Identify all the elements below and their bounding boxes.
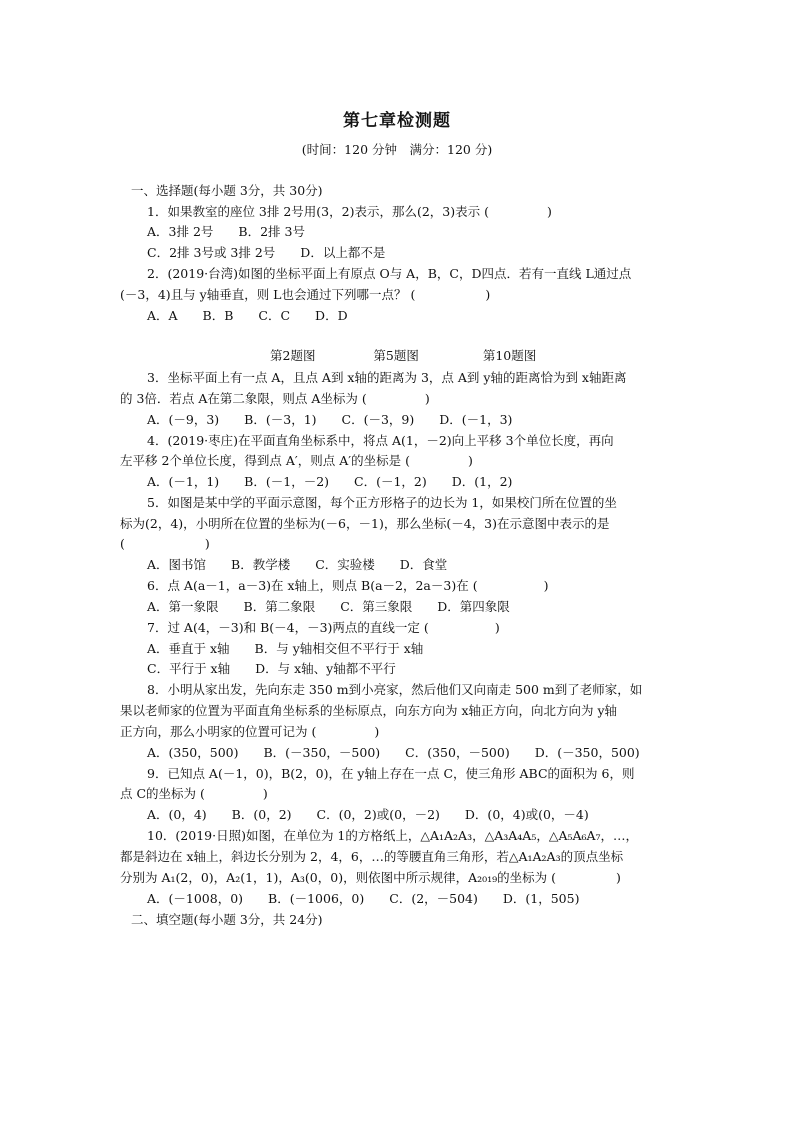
question-1-stem: 1．如果教室的座位 3排 2号用(3，2)表示，那么(2，3)表示 xyxy=(147,204,481,219)
figure-captions xyxy=(270,346,536,364)
question-5-answer: ( ) xyxy=(120,536,210,551)
question-5-line-2: 标为(2，4)，小明所在位置的坐标为(－6，－1)，那么坐标(－4，3)在示意图中表示的是 xyxy=(120,516,610,531)
question-1-options-ab: A．3排 2号 B．2排 3号 xyxy=(147,224,305,239)
figure-caption-q2: 第2题图 xyxy=(270,348,316,363)
figure-caption-q5: 第5题图 xyxy=(373,348,419,363)
question-8-line-2: 果以老师家的位置为平面直角坐标系的坐标原点，向东方向为 x轴正方向，向北方向为 y轴 xyxy=(120,703,618,718)
question-9-options: A．(0，4) B．(0，2) C．(0，2)或(0，－2) D．(0，4)或(0，－4) xyxy=(147,807,589,822)
question-6: 6．点 A(a－1，a－3)在 x轴上，则点 B(a－2，2a－3)在 ( ) xyxy=(147,578,549,593)
question-8-line-3: 正方向，那么小明家的位置可记为 ( ) xyxy=(120,724,380,739)
question-10-line-2: 都是斜边在 x轴上，斜边长分别为 2，4，6，…的等腰直角三角形，若△A₁A₂A₃的顶点坐标 xyxy=(120,849,624,864)
figure-caption-q10: 第10题图 xyxy=(482,348,537,363)
question-4-line-1: 4．(2019·枣庄)在平面直角坐标系中，将点 A(1，－2)向上平移 3个单位长度，再向 xyxy=(147,433,614,448)
question-7-options-cd: C．平行于 x轴 D．与 x轴、y轴都不平行 xyxy=(147,661,396,676)
answer-paren-open: ( xyxy=(484,204,489,219)
question-4-options: A．(－1，1) B．(－1，－2) C．(－1，2) D．(1，2) xyxy=(147,474,513,489)
section-heading-choice: 一、选择题(每小题 3分，共 30分) xyxy=(131,183,323,198)
question-10-options: A．(－1008，0) B．(－1006，0) C．(2，－504) D．(1，505) xyxy=(147,891,580,906)
question-8-line-1: 8．小明从家出发，先向东走 350 m到小亮家，然后他们又向南走 500 m到了老师家，如 xyxy=(147,682,643,697)
question-9-line-2: 点 C的坐标为 ( ) xyxy=(120,786,268,801)
question-10-line-1: 10．(2019·日照)如图，在单位为 1的方格纸上，△A₁A₂A₃，△A₃A₄A₅，△A₅A₆A₇，…， xyxy=(147,828,639,843)
question-2-options: A．A B．B C．C D．D xyxy=(147,308,348,323)
question-3-line-2: 的 3倍．若点 A在第二象限，则点 A坐标为 ( ) xyxy=(120,391,430,406)
answer-paren-close: ) xyxy=(547,204,552,219)
exam-info: (时间：120 分钟 满分：120 分) xyxy=(301,142,493,157)
question-1-options-cd: C．2排 3号或 3排 2号 D．以上都不是 xyxy=(147,245,386,260)
question-7-options-ab: A．垂直于 x轴 B．与 y轴相交但不平行于 x轴 xyxy=(147,641,424,656)
question-7: 7．过 A(4，－3)和 B(－4，－3)两点的直线一定 ( ) xyxy=(147,620,500,635)
question-8-options: A．(350，500) B．(－350，－500) C．(350，－500) D．(－350，500) xyxy=(147,745,640,760)
question-6-options: A．第一象限 B．第二象限 C．第三象限 D．第四象限 xyxy=(147,599,510,614)
question-4-line-2: 左平移 2个单位长度，得到点 A′，则点 A′的坐标是 ( ) xyxy=(120,453,473,468)
question-1 xyxy=(147,203,552,221)
question-2-line-1: 2．(2019·台湾)如图的坐标平面上有原点 O与 A，B，C，D四点．若有一直线 L通过点 xyxy=(147,266,632,281)
page-title: 第七章检测题 xyxy=(343,111,451,131)
question-2-line-2: (－3，4)且与 y轴垂直，则 L也会通过下列哪一点？ ( ) xyxy=(120,287,491,302)
section-heading-fill: 二、填空题(每小题 3分，共 24分) xyxy=(131,912,323,927)
question-5-line-1: 5．如图是某中学的平面示意图，每个正方形格子的边长为 1，如果校门所在位置的坐 xyxy=(147,495,617,510)
question-3-line-1: 3．坐标平面上有一点 A，且点 A到 x轴的距离为 3，点 A到 y轴的距离恰为到 x轴距离 xyxy=(147,370,627,385)
question-5-options: A．图书馆 B．教学楼 C．实验楼 D．食堂 xyxy=(147,557,448,572)
question-3-options: A．(－9，3) B．(－3，1) C．(－3，9) D．(－1，3) xyxy=(147,412,513,427)
question-10-line-3: 分别为 A₁(2，0)，A₂(1，1)，A₃(0，0)，则依图中所示规律，A₂₀₁₉的坐标为 ( ) xyxy=(120,870,621,885)
question-9-line-1: 9．已知点 A(－1，0)，B(2，0)，在 y轴上存在一点 C，使三角形 ABC的面积为 6，则 xyxy=(147,766,635,781)
